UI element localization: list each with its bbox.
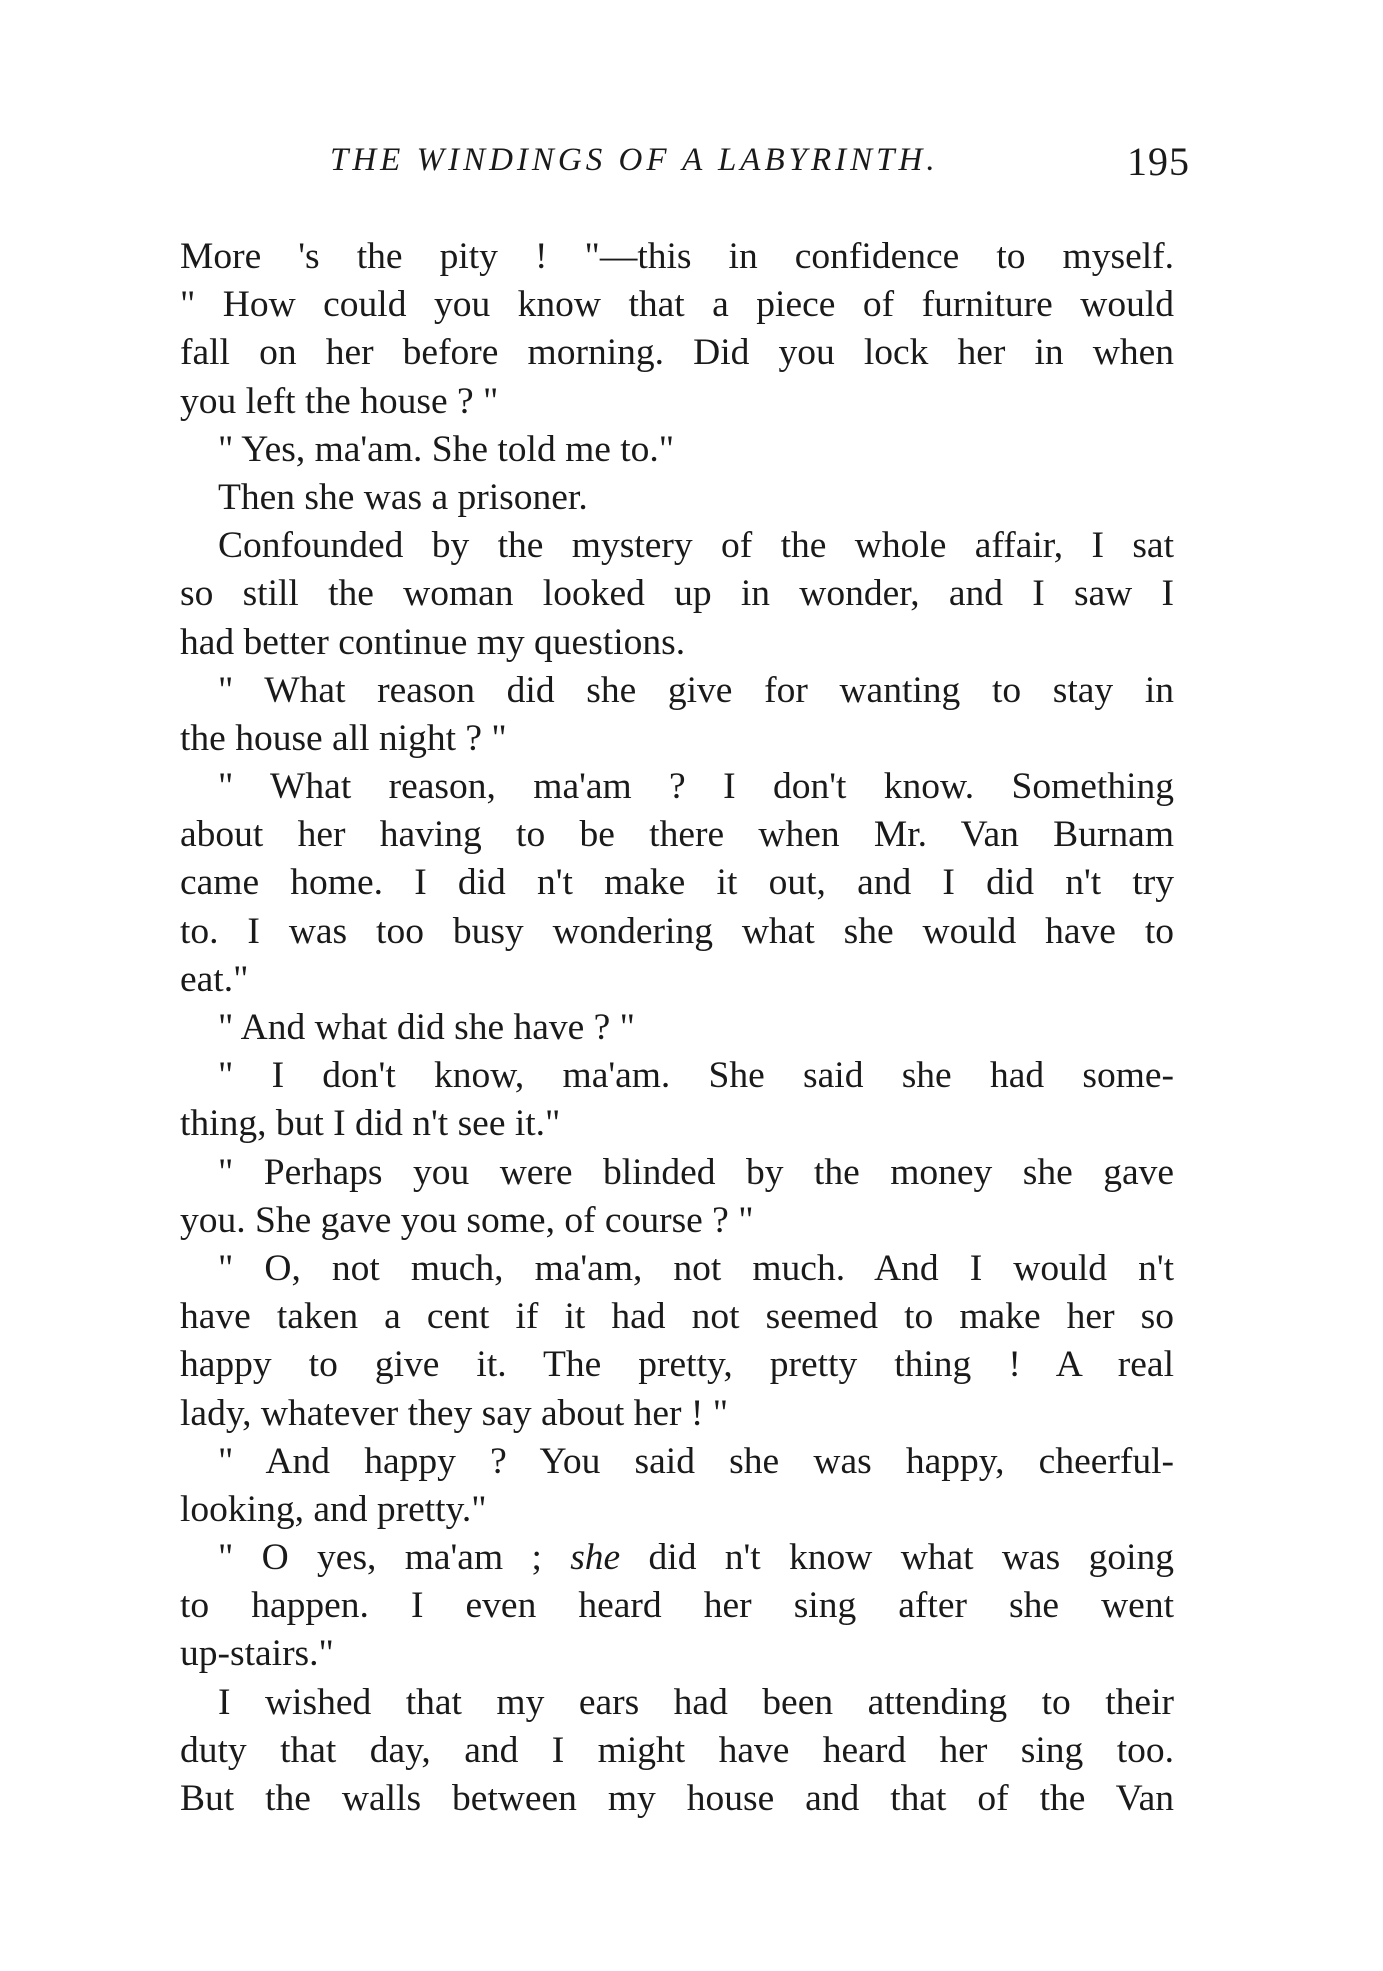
text-line: about her having to be there when Mr. Van Burnam [180,814,1174,856]
text-segment: did n't know what was going [620,1537,1174,1579]
text-line: happy to give it. The pretty, pretty thing ! A real [180,1344,1174,1386]
text-segment: " O yes, ma'am ; [218,1537,571,1579]
text-line: lady, whatever they say about her ! " [180,1392,729,1434]
text-line: " Yes, ma'am. She told me to." [218,428,675,470]
text-line: More 's the pity ! "—this in confidence to myself. [180,236,1174,277]
text-line: to. I was too busy wondering what she would have to [180,910,1174,952]
running-head [330,138,1190,188]
text-line: you. She gave you some, of course ? " [180,1199,754,1241]
text-line: so still the woman looked up in wonder, and I saw I [180,573,1174,615]
text-line: you left the house ? " [180,380,499,422]
text-line: thing, but I did n't see it." [180,1103,561,1145]
text-line: " And what did she have ? " [218,1007,635,1048]
text-line: I wished that my ears had been attending to their [218,1681,1174,1723]
text-line: the house all night ? " [180,717,507,759]
text-line: have taken a cent if it had not seemed to make her so [180,1296,1174,1338]
text-line: came home. I did n't make it out, and I did n't try [180,862,1174,904]
text-line: duty that day, and I might have heard her sing too. [180,1729,1174,1771]
text-line: " Perhaps you were blinded by the money she gave [218,1151,1174,1193]
text-line: " O, not much, ma'am, not much. And I would n't [218,1247,1174,1289]
text-line: " What reason did she give for wanting to stay in [218,669,1174,711]
text-line: had better continue my questions. [180,621,686,663]
text-line: " How could you know that a piece of furniture would [180,284,1174,326]
text-line: But the walls between my house and that of the Van [180,1778,1174,1819]
body-text [180,233,1174,1823]
text-line: up-stairs." [180,1633,334,1675]
text-line: Confounded by the mystery of the whole affair, I sat [218,525,1174,567]
running-title: THE WINDINGS OF A LABYRINTH. [330,142,939,178]
text-line: " I don't know, ma'am. She said she had some- [218,1055,1174,1097]
text-line [180,1534,1174,1582]
text-line: to happen. I even heard her sing after she went [180,1585,1174,1627]
text-line: looking, and pretty." [180,1488,487,1530]
text-line: eat." [180,958,249,1000]
page-number: 195 [1127,139,1190,184]
italic-emphasis: she [570,1537,621,1579]
text-line: fall on her before morning. Did you lock her in when [180,332,1174,374]
text-line: " What reason, ma'am ? I don't know. Something [218,766,1174,808]
text-line: Then she was a prisoner. [218,476,588,518]
text-line: " And happy ? You said she was happy, cheerful- [218,1440,1174,1482]
